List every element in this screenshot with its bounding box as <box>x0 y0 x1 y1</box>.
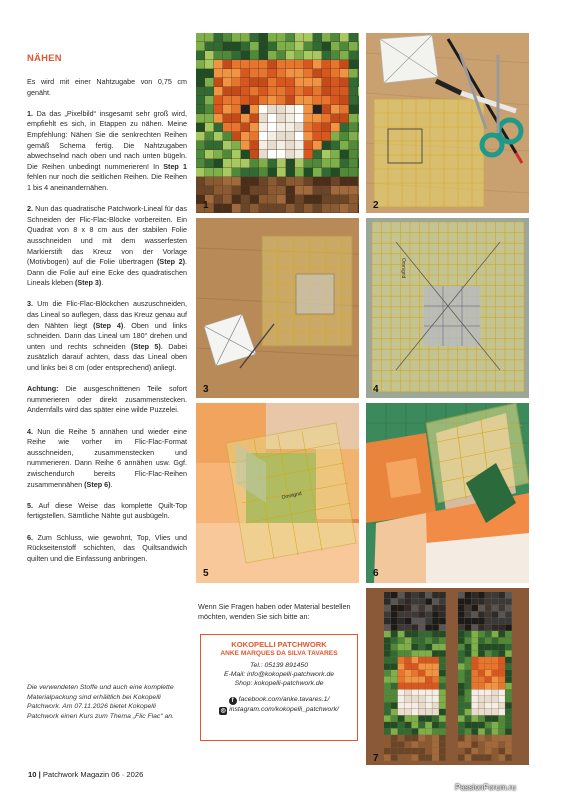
step-paragraph <box>27 427 187 491</box>
step-paragraph <box>27 533 187 565</box>
instagram-row[interactable] <box>205 705 353 715</box>
footer-separator: | <box>38 770 41 779</box>
step-text: . Dabei zusätzlich darauf achten, dass das Lineal oben und links bei 8 cm (oder entsprechend) anliegt. <box>27 341 187 373</box>
ruler-brand-label: Omnigrid <box>281 490 303 501</box>
instagram-link[interactable]: instagram.com/kokopelli_patchwork/ <box>229 705 339 713</box>
photo-number-2: 2 <box>373 200 379 211</box>
facebook-row[interactable] <box>205 695 353 705</box>
magazine-name: Patchwork Magazin <box>42 770 110 779</box>
step-paragraph <box>27 384 187 416</box>
photo-2-tools <box>366 33 529 213</box>
photo-number-5: 5 <box>203 568 209 579</box>
step-paragraph <box>27 204 187 289</box>
facebook-link[interactable]: facebook.com/anke.tavares.1/ <box>238 695 330 703</box>
page-number: 10 <box>28 770 37 779</box>
photo-number-6: 6 <box>373 568 379 579</box>
photo-3-ruler-foil <box>196 218 359 398</box>
email: E-Mail: info@kokopelli-patchwork.de <box>223 671 335 679</box>
ruler-brand-label: Omnigrid <box>400 258 406 279</box>
photo-7-finished <box>366 588 529 765</box>
shop-url: Shop: kokopelli-patchwork.de <box>234 680 324 688</box>
phone: Tel.: 05139 891450 <box>250 662 308 669</box>
photo-number-7: 7 <box>373 753 379 764</box>
credit-note: Die verwendeten Stoffe und auch eine komplette Materialpackung sind erhältlich bei Kokopelli Patchwork. Am 07.11.2026 bietet Kokopelli Patchwork einen Kurs zum Thema „Flic Flac“ an. <box>27 684 174 720</box>
contact-intro: Wenn Sie Fragen haben oder Material bestellen möchten, wenden Sie sich bitte an: <box>198 602 351 622</box>
step-text: 1. <box>27 108 33 118</box>
instagram-icon: ◎ <box>220 707 226 714</box>
step-text: fehlen nur noch die seitlichen Reihen. Die Reihen 1 bis 4 aneinandernähen. <box>27 172 187 192</box>
cutting-image <box>196 403 359 583</box>
photo-4-ruler-mat <box>366 218 529 398</box>
step-text: Die ausgeschnittenen Teile sofort nummerieren oder direkt zusammenstecken. Andernfalls wird das später eine wilde Puzzelei. <box>27 384 187 415</box>
ruler-mat-image <box>366 218 529 398</box>
step-text: 5. <box>27 500 33 510</box>
step-text: 3. <box>27 299 33 309</box>
step-paragraph <box>27 501 187 522</box>
section-heading: NÄHEN <box>27 52 62 63</box>
step-text: . <box>101 278 104 288</box>
photo-number-1: 1 <box>203 200 209 211</box>
step-text: (Step 6) <box>84 479 111 489</box>
contact-box <box>200 634 358 741</box>
finished-quilts-image <box>366 588 529 765</box>
ruler-foil-image <box>196 218 359 398</box>
step-text: (Step 3) <box>74 278 102 288</box>
fox-quilt-image <box>196 33 359 213</box>
step-text: 4. <box>27 426 33 436</box>
steps-list <box>27 109 187 565</box>
issue-number: 06 · 2026 <box>111 770 144 779</box>
step-text: Da das „Pixelbild“ insgesamt sehr groß wird, empfiehlt es sich, in Etappen zu nähen. Meine Empfehlung: Nähen Sie die senkrechten Reihen gemäß Schema fertig. Die Nahtzugaben abwechselnd nach oben und nach unten bügeln. Die Reihen unbedingt nummerieren! In <box>27 108 187 171</box>
step-text: (Step 4) <box>93 320 124 330</box>
tools-image <box>366 33 529 213</box>
step-text: Nun das quadratische Patchwork-Lineal für das Schneiden der Flic-Flac-Blöcke vorbereiten. Ein Quadrat von 8 x 8 cm aus der stabilen Folie ausschneiden und mit dem wasserfesten Markierstift das Kreuz von der Vorlage (Motivbogen) auf die Folie übertragen <box>27 204 187 267</box>
step-text: Auf diese Weise das komplette Quilt-Top fertigstellen. Sämtliche Nähte gut ausbügeln. <box>27 500 187 521</box>
page-footer <box>28 770 143 779</box>
facebook-icon: f <box>229 697 237 705</box>
step-paragraph <box>27 299 187 373</box>
watermark: PassionForum.ru <box>455 783 516 792</box>
step-text: Um die Flic-Flac-Blöckchen auszuschneiden, das Lineal so auflegen, dass das Kreuz genau auf den Nähten liegt <box>27 299 187 330</box>
step-text: (Step 2) <box>157 257 186 267</box>
step-text: 6. <box>27 532 33 542</box>
shop-name: KOKOPELLI PATCHWORK <box>231 640 327 649</box>
owner-name: ANKE MARQUES DA SILVA TAVARES <box>220 650 338 657</box>
step-text: . Oben und links schneiden. Dann das Lineal um 180° drehen und unten und rechts schneiden <box>27 320 187 351</box>
photo-1-quilt-top <box>196 33 359 213</box>
step-text: Achtung: <box>27 384 59 394</box>
step-paragraph <box>27 109 187 194</box>
text-column <box>27 52 187 575</box>
photo-5-cutting <box>196 403 359 583</box>
photo-number-3: 3 <box>203 384 209 395</box>
step-text: Step 1 <box>163 161 187 171</box>
photo-6-rows <box>366 403 529 583</box>
step-text: 2. <box>27 204 33 214</box>
step-text: (Step 5) <box>131 341 161 351</box>
step-text: . Dann die Folie auf eine Ecke des quadratischen Lineals kleben <box>27 257 188 288</box>
step-text: Nun die Reihe 5 annähen und wieder eine Reihe wie vorher im Flic-Flac-Format ausschneiden, zusammenstecken und nummerieren. Dann Reihe 6 annähen usw. Ggf. zwischendurch bereits Flic-Flac-Reihen zusammennähen <box>27 426 187 489</box>
step-text: Zum Schluss, wie gewohnt, Top, Vlies und Rückseitenstoff schichten, das Quiltsandwich quilten und die Einfassung anbringen. <box>27 532 187 563</box>
intro-paragraph: Es wird mit einer Nahtzugabe von 0,75 cm genäht. <box>27 77 187 97</box>
rows-image <box>366 403 529 583</box>
photo-number-4: 4 <box>373 384 379 395</box>
step-text: . <box>110 479 113 489</box>
